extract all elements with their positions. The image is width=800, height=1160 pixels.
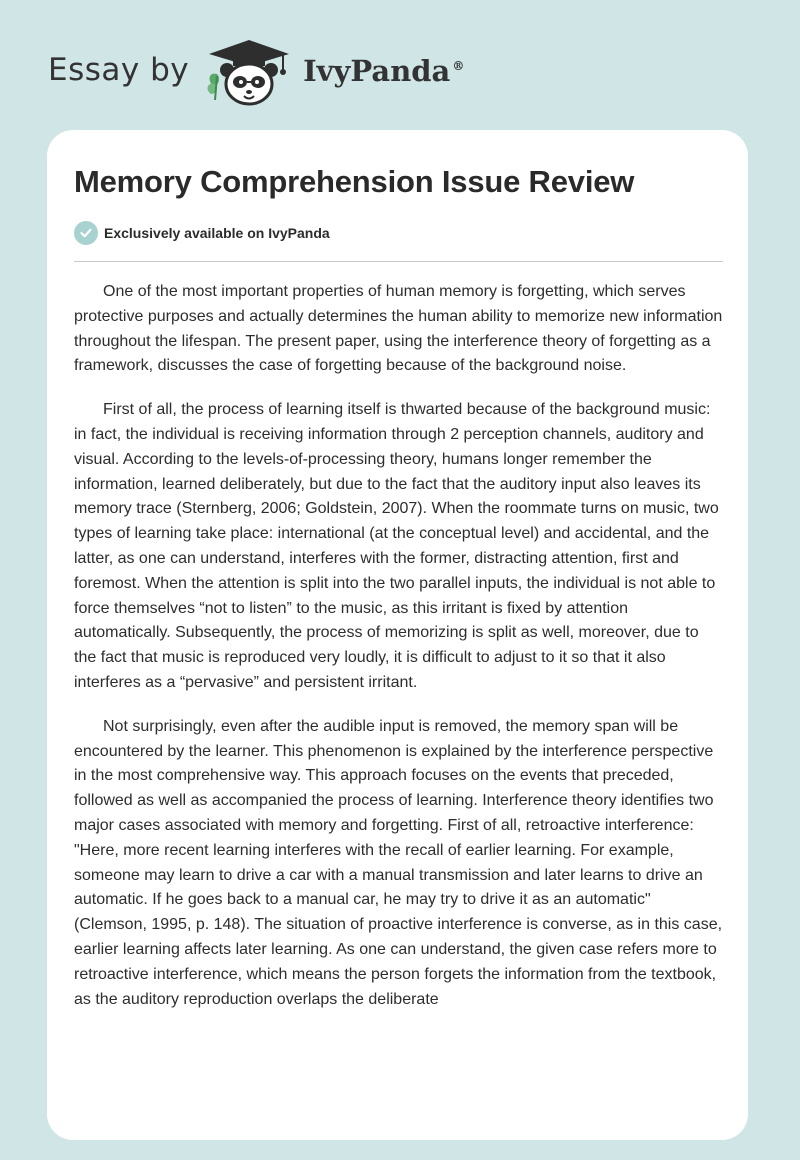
- paragraph: Not surprisingly, even after the audible input is removed, the memory span will be encountered by the learner. This phenomenon is explained by the interference perspective in the most comprehensive way. This approach focuses on the events that preceded, followed as well as accompanied the process of learning. Interference theory identifies two major cases associated with memory and forgetting. First of all, retroactive interference: "Here, more recent learning interferes with the recall of earlier learning. For example, someone may learn to drive a car with a manual transmission and later learns to drive an automatic. If he goes back to a manual car, he may try to drive it as an automatic" (Clemson, 1995, p. 148). The situation of proactive interference is converse, as in this case, earlier learning affects later learning. As one can understand, the given case refers more to retroactive interference, which means the person forgets the information from the textbook, as the auditory reproduction overlaps the deliberate: [74, 717, 723, 1008]
- paragraph: First of all, the process of learning itself is thwarted because of the background music: in fact, the individual is receiving information through 2 perception channels, auditory and visual. According to the levels-of-processing theory, humans longer remember the information, learned deliberately, but due to the fact that the auditory input also leaves its memory trace (Sternberg, 2006; Goldstein, 2007). When the roommate turns on music, two types of learning take place: international (at the conceptual level) and accidental, and the latter, as one can understand, interferes with the former, distracting attention, first and foremost. When the attention is split into the two parallel inputs, the individual is not able to force themselves “not to listen” to the music, as this irritant is fixed by attention automatically. Subsequently, the process of memorizing is split as well, moreover, due to the fact that music is reproduced very loudly, it is difficult to adjust to it so that it also interferes as a “pervasive” and persistent irritant.: [74, 401, 719, 691]
- panda-graduation-cap-icon[interactable]: [203, 36, 295, 108]
- divider: [74, 261, 723, 262]
- brand-name[interactable]: IvyPanda ®: [303, 54, 465, 88]
- article-body: [74, 280, 723, 1031]
- article-card: [47, 130, 748, 1140]
- check-icon: [74, 221, 98, 245]
- brand-prefix: Essay by: [48, 52, 190, 88]
- exclusive-badge: [74, 221, 330, 245]
- site-header: [48, 36, 464, 108]
- exclusive-badge-label: Exclusively available on IvyPanda: [104, 225, 330, 241]
- paragraph: One of the most important properties of human memory is forgetting, which serves protective purposes and actually determines the human ability to memorize new information throughout the lifespan. The present paper, using the interference theory of forgetting as a framework, discusses the case of forgetting because of the background noise.: [74, 283, 723, 375]
- page-title: Memory Comprehension Issue Review: [74, 164, 635, 199]
